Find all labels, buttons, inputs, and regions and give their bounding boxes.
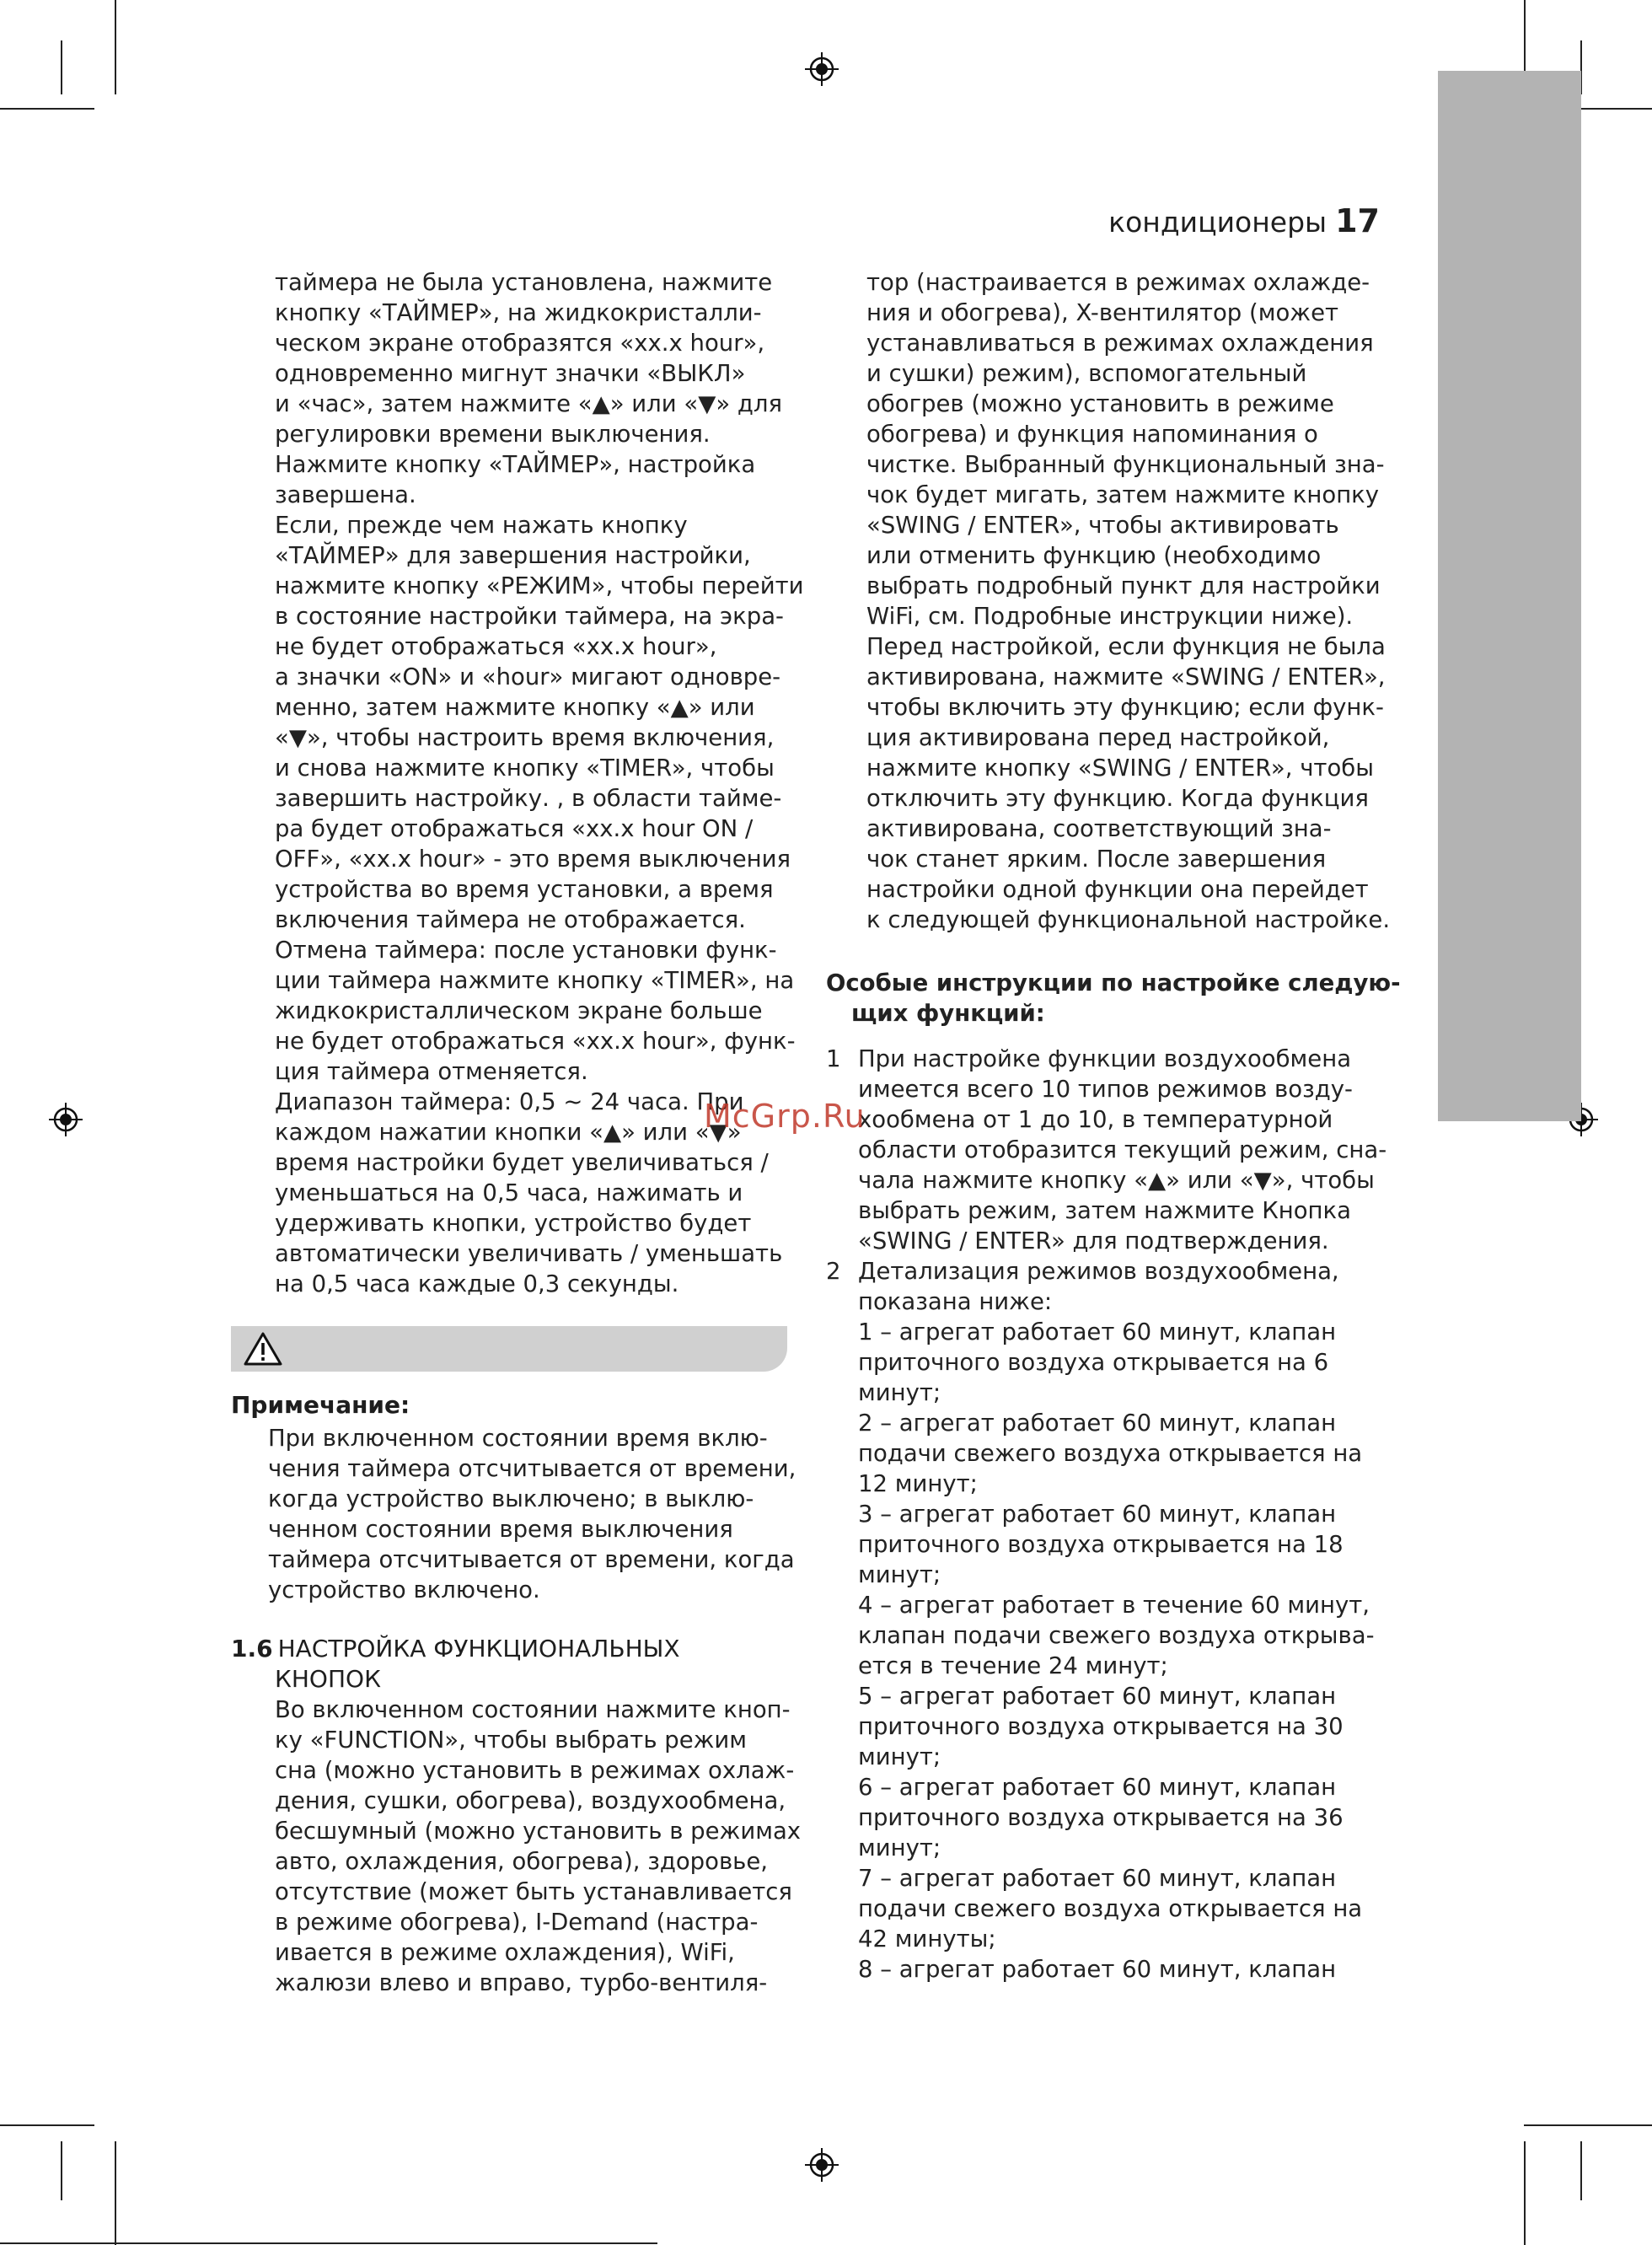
text-line: ивается в режиме охлаждения), WiFi, — [275, 1939, 735, 1966]
text-line: ется в течение 24 минут; — [858, 1652, 1168, 1679]
text-line: клапан подачи свежего воздуха открыва- — [858, 1622, 1375, 1649]
text-line: бесшумный (можно установить в режимах — [275, 1818, 802, 1845]
text-line: минут; — [858, 1379, 941, 1406]
section-title-line: НАСТРОЙКА ФУНКЦИОНАЛЬНЫХ — [277, 1635, 680, 1662]
crop-mark — [0, 108, 94, 110]
list-item — [826, 1256, 1401, 1985]
text-line: выбрать режим, затем нажмите Кнопка — [858, 1197, 1351, 1224]
text-line: жалюзи влево и вправо, турбо-вентиля- — [275, 1969, 768, 1996]
text-line: чтобы включить эту функцию; если функ- — [866, 694, 1384, 721]
text-line: на 0,5 часа каждые 0,3 секунды. — [275, 1270, 679, 1297]
text-line: Нажмите кнопку «ТАЙМЕР», настройка — [275, 451, 756, 478]
text-line: ния и обогрева), X-вентилятор (может — [866, 299, 1339, 326]
text-line: показана ниже: — [858, 1288, 1053, 1315]
text-line: чок будет мигать, затем нажмите кнопку — [866, 481, 1380, 508]
text-line: минут; — [858, 1743, 941, 1770]
text-line: обогрев (можно установить в режиме — [866, 390, 1334, 417]
text-line: отсутствие (может быть устанавливается — [275, 1878, 792, 1905]
text-line: 3 – агрегат работает 60 минут, клапан — [858, 1501, 1337, 1528]
text-line: нажмите кнопку «РЕЖИМ», чтобы перейти — [275, 572, 804, 599]
text-line: приточного воздуха открывается на 6 — [858, 1349, 1329, 1376]
special-heading-line: Особые инструкции по настройке следую- — [826, 969, 1401, 996]
text-line: Диапазон таймера: 0,5 ~ 24 часа. При — [275, 1088, 744, 1115]
text-line: жидкокристаллическом экране больше — [275, 997, 763, 1024]
text-line: автоматически увеличивать / уменьшать — [275, 1240, 783, 1267]
section-title — [231, 1634, 680, 1694]
text-line: не будет отображаться «xx.x hour», функ- — [275, 1028, 796, 1055]
text-line: или отменить функцию (необходимо — [866, 542, 1322, 569]
text-line: 1 – агрегат работает 60 минут, клапан — [858, 1319, 1337, 1345]
text-line: «SWING / ENTER» для подтверждения. — [858, 1227, 1329, 1254]
text-line: каждом нажатии кнопки «▲» или «▼» — [275, 1119, 742, 1146]
text-line: ку «FUNCTION», чтобы выбрать режим — [275, 1727, 748, 1754]
text-line: 42 минуты; — [858, 1925, 996, 1952]
text-line: ческом экране отобразятся «xx.x hour», — [275, 330, 765, 357]
text-line: и «час», затем нажмите «▲» или «▼» для — [275, 390, 783, 417]
registration-mark-icon — [805, 52, 839, 86]
text-line: отключить эту функцию. Когда функция — [866, 785, 1369, 812]
text-line: время настройки будет увеличиваться / — [275, 1149, 769, 1176]
special-heading-line: щих функций: — [851, 1000, 1045, 1027]
text-line: в состояние настройки таймера, на экра- — [275, 603, 784, 630]
text-line: чения таймера отсчитывается от времени, — [268, 1455, 796, 1482]
text-line: устройства во время установки, а время — [275, 876, 774, 903]
text-line: тор (настраивается в режимах охлажде- — [866, 269, 1370, 296]
crop-mark — [115, 0, 116, 94]
text-line: ра будет отображаться «xx.x hour ON / — [275, 815, 754, 842]
note-title: Примечание: — [231, 1391, 410, 1419]
crop-mark — [1524, 2124, 1652, 2126]
section-text — [275, 1694, 801, 1998]
text-line: 4 – агрегат работает в течение 60 минут, — [858, 1592, 1370, 1619]
text-line: приточного воздуха открывается на 30 — [858, 1713, 1344, 1740]
text-line: не будет отображаться «xx.x hour», — [275, 633, 717, 660]
warning-banner — [231, 1326, 787, 1372]
text-line: к следующей функциональной настройке. — [866, 906, 1391, 933]
text-line: WiFi, см. Подробные инструкции ниже). — [866, 603, 1354, 630]
header-title: кондиционеры — [1108, 206, 1328, 239]
section-number: 1.6 — [231, 1635, 273, 1662]
text-line: минут; — [858, 1561, 941, 1588]
text-line: ция таймера отменяется. — [275, 1058, 588, 1085]
crop-mark — [115, 2141, 116, 2245]
text-line: одновременно мигнут значки «ВЫКЛ» — [275, 360, 746, 387]
text-line: «ТАЙМЕР» для завершения настройки, — [275, 542, 751, 569]
text-line: таймера не была установлена, нажмите — [275, 269, 773, 296]
text-line: устройство включено. — [268, 1576, 540, 1603]
text-line: завершена. — [275, 481, 416, 508]
text-line: «SWING / ENTER», чтобы активировать — [866, 512, 1339, 539]
page-header — [1108, 202, 1380, 239]
text-line: в режиме обогрева), I-Demand (настра- — [275, 1909, 759, 1936]
text-line: минут; — [858, 1834, 941, 1861]
right-column-text — [866, 267, 1390, 935]
side-tab-band — [1438, 71, 1581, 1121]
text-line: завершить настройку. , в области тайме- — [275, 785, 782, 812]
text-line: настройки одной функции она перейдет — [866, 876, 1369, 903]
text-line: При настройке функции воздухообмена — [858, 1045, 1352, 1072]
text-line: Во включенном состоянии нажмите кноп- — [275, 1696, 791, 1723]
text-line: сна (можно установить в режимах охлаж- — [275, 1757, 795, 1784]
text-line: Детализация режимов воздухообмена, — [858, 1258, 1339, 1285]
list-item — [826, 1044, 1401, 1256]
watermark-text: McGrp.Ru — [704, 1098, 866, 1135]
text-line: чала нажмите кнопку «▲» или «▼», чтобы — [858, 1167, 1375, 1194]
text-line: области отобразится текущий режим, сна- — [858, 1136, 1387, 1163]
text-line: ция активирована перед настройкой, — [866, 724, 1330, 751]
note-text — [268, 1423, 796, 1605]
text-line: менно, затем нажмите кнопку «▲» или — [275, 694, 755, 721]
text-line: а значки «ON» и «hour» мигают одновре- — [275, 663, 781, 690]
crop-mark — [0, 2242, 657, 2244]
warning-triangle-icon — [243, 1331, 283, 1367]
text-line: устанавливаться в режимах охлаждения — [866, 330, 1374, 357]
text-line: авто, охлаждения, обогрева), здоровье, — [275, 1848, 769, 1875]
special-list — [826, 1044, 1401, 1985]
crop-mark — [61, 40, 62, 94]
text-line: Если, прежде чем нажать кнопку — [275, 512, 688, 539]
crop-mark — [1524, 2141, 1526, 2245]
text-line: имеется всего 10 типов режимов возду- — [858, 1076, 1353, 1103]
text-line: и снова нажмите кнопку «TIMER», чтобы — [275, 755, 775, 781]
text-line: подачи свежего воздуха открывается на — [858, 1440, 1363, 1467]
registration-mark-icon — [49, 1103, 83, 1136]
text-line: активирована, нажмите «SWING / ENTER», — [866, 663, 1386, 690]
list-number: 1 — [826, 1045, 841, 1072]
crop-mark — [61, 2141, 62, 2200]
text-line: таймера отсчитывается от времени, когда — [268, 1546, 795, 1573]
text-line: 5 – агрегат работает 60 минут, клапан — [858, 1683, 1337, 1710]
text-line: хообмена от 1 до 10, в температурной — [858, 1106, 1333, 1133]
text-line: 12 минут; — [858, 1470, 978, 1497]
text-line: включения таймера не отображается. — [275, 906, 746, 933]
registration-mark-icon — [805, 2148, 839, 2182]
page-number: 17 — [1335, 202, 1380, 239]
text-line: OFF», «xx.x hour» - это время выключения — [275, 846, 791, 873]
text-line: подачи свежего воздуха открывается на — [858, 1895, 1363, 1922]
text-line: дения, сушки, обогрева), воздухообмена, — [275, 1787, 786, 1814]
text-line: нажмите кнопку «SWING / ENTER», чтобы — [866, 755, 1374, 781]
text-line: регулировки времени выключения. — [275, 421, 711, 448]
text-line: чистке. Выбранный функциональный зна- — [866, 451, 1385, 478]
text-line: приточного воздуха открывается на 36 — [858, 1804, 1344, 1831]
crop-mark — [0, 2124, 94, 2126]
crop-mark — [1580, 2141, 1582, 2200]
text-line: когда устройство выключено; в выклю- — [268, 1485, 754, 1512]
text-line: активирована, соответствующий зна- — [866, 815, 1332, 842]
text-line: 6 – агрегат работает 60 минут, клапан — [858, 1774, 1337, 1801]
text-line: удерживать кнопки, устройство будет — [275, 1210, 752, 1237]
text-line: «▼», чтобы настроить время включения, — [275, 724, 775, 751]
text-line: выбрать подробный пункт для настройки — [866, 572, 1381, 599]
text-line: ченном состоянии время выключения — [268, 1516, 733, 1543]
text-line: При включенном состоянии время вклю- — [268, 1425, 768, 1452]
text-line: и сушки) режим), вспомогательный — [866, 360, 1307, 387]
text-line: обогрева) и функция напоминания о — [866, 421, 1318, 448]
text-line: 2 – агрегат работает 60 минут, клапан — [858, 1410, 1337, 1437]
text-line: уменьшаться на 0,5 часа, нажимать и — [275, 1179, 743, 1206]
text-line: Перед настройкой, если функция не была — [866, 633, 1386, 660]
text-line: чок станет ярким. После завершения — [866, 846, 1327, 873]
text-line: ции таймера нажмите кнопку «TIMER», на — [275, 967, 795, 994]
left-column-text — [275, 267, 803, 1299]
special-instructions — [826, 968, 1401, 1985]
list-number: 2 — [826, 1258, 841, 1285]
text-line: 7 – агрегат работает 60 минут, клапан — [858, 1865, 1337, 1892]
text-line: кнопку «ТАЙМЕР», на жидкокристалли- — [275, 299, 762, 326]
section-title-line: КНОПОК — [275, 1665, 381, 1693]
text-line: 8 – агрегат работает 60 минут, клапан — [858, 1956, 1337, 1983]
text-line: Отмена таймера: после установки функ- — [275, 937, 777, 964]
text-line: приточного воздуха открывается на 18 — [858, 1531, 1344, 1558]
